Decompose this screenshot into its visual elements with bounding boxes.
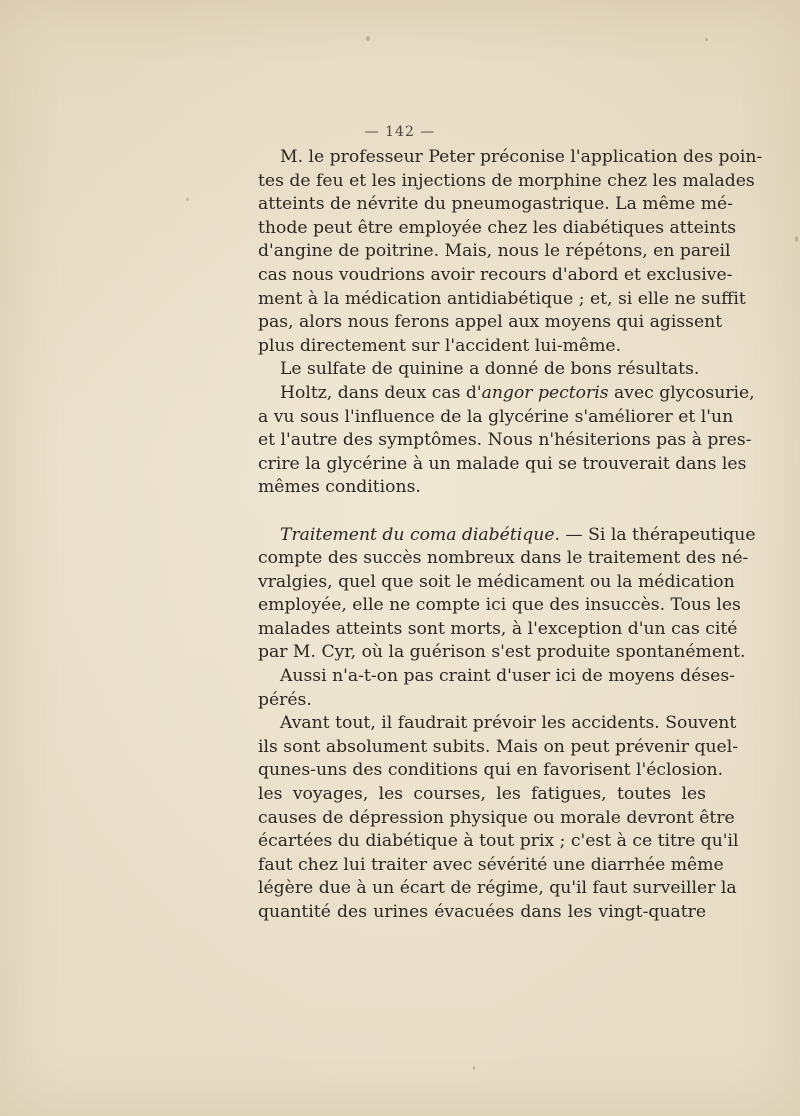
text-line: faut chez lui traiter avec sévérité une diarrhée même (258, 854, 724, 875)
text-line: thode peut être employée chez les diabétiques atteints (258, 217, 737, 238)
section-heading: Traitement du coma diabétique. (280, 524, 560, 545)
text-run: Holtz, dans deux cas d' (280, 382, 482, 403)
text-line: malades atteints sont morts, à l'exception d'un cas cité (258, 618, 738, 639)
text-line: pérés. (258, 689, 312, 710)
text-line: quantité des urines évacuées dans les vingt-quatre (258, 902, 706, 922)
text-line: plus directement sur l'accident lui-même. (258, 335, 622, 356)
text-line: crire la glycérine à un malade qui se trouverait dans les (258, 453, 747, 474)
text-line: cas nous voudrions avoir recours d'abord et exclusive- (258, 264, 733, 285)
text-line: qunes-uns des conditions qui en favorisent l'éclosion. (258, 760, 724, 781)
paper-spot (795, 236, 798, 242)
text-line: d'angine de poitrine. Mais, nous le répétons, en pareil (258, 241, 731, 262)
text-line: atteints de névrite du pneumogastrique. La même mé- (258, 194, 733, 215)
paper-spot (366, 36, 370, 41)
body-text (258, 146, 763, 925)
paper-spot (705, 38, 708, 41)
text-line: compte des succès nombreux dans le traitement des né- (258, 548, 749, 569)
text-line: Aussi n'a-t-on pas craint d'user ici de moyens déses- (280, 666, 735, 687)
text-line: Le sulfate de quinine a donné de bons résultats. (280, 359, 700, 380)
text-line: causes de dépression physique ou morale devront être (258, 807, 735, 828)
italic-term: angor pectoris (481, 382, 609, 403)
text-line: ils sont absolument subits. Mais on peut prévenir quel- (258, 736, 739, 757)
text-line: les voyages, les courses, les fatigues, toutes les (258, 784, 706, 805)
text-line (258, 382, 755, 406)
text-line: vralgies, quel que soit le médicament ou la médication (258, 571, 735, 592)
text-line: mêmes conditions. (258, 477, 421, 498)
text-line: Avant tout, il faudrait prévoir les accidents. Souvent (280, 713, 737, 734)
text-line: ment à la médication antidiabétique ; et, si elle ne suffit (258, 288, 746, 309)
text-line: écartées du diabétique à tout prix ; c'est à ce titre qu'il (258, 831, 739, 852)
text-line: par M. Cyr, où la guérison s'est produite spontanément. (258, 642, 746, 663)
paper-spot (186, 198, 189, 201)
page-number: — 142 — (364, 124, 436, 140)
text-line: tes de feu et les injections de morphine chez les malades (258, 170, 755, 191)
text-run: avec glycosurie, (608, 382, 755, 403)
text-line: employée, elle ne compte ici que des insuccès. Tous les (258, 595, 741, 616)
text-line: et l'autre des symptômes. Nous n'hésiterions pas à pres- (258, 430, 752, 451)
text-line: légère due à un écart de régime, qu'il faut surveiller la (258, 878, 737, 899)
paper-spot (473, 1066, 475, 1070)
text-line (258, 524, 756, 548)
text-line: pas, alors nous ferons appel aux moyens qui agissent (258, 312, 723, 333)
text-line: M. le professeur Peter préconise l'application des poin- (280, 147, 763, 167)
text-line: a vu sous l'influence de la glycérine s'améliorer et l'un (258, 406, 734, 427)
paragraph-gap (258, 500, 706, 524)
text-run: — Si la thérapeutique (559, 524, 756, 545)
